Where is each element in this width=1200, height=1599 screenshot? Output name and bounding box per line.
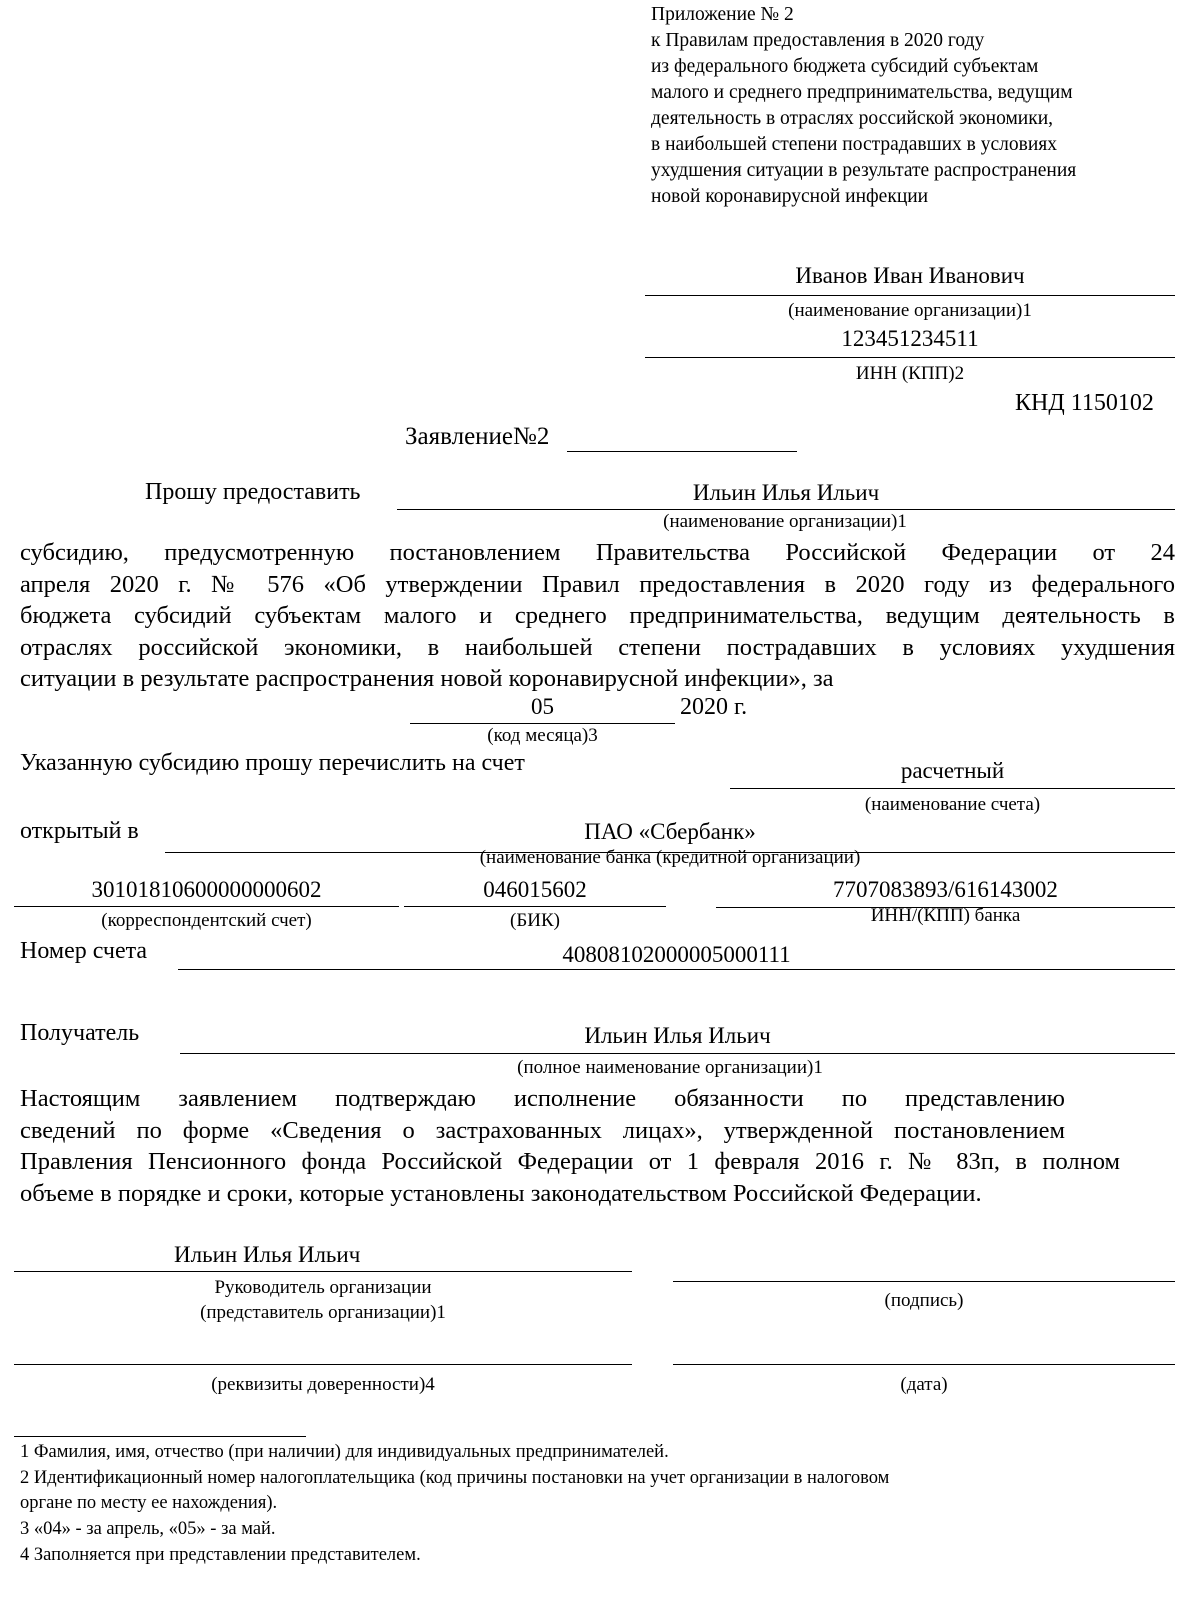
account-type-caption: (наименование счета) xyxy=(864,794,1041,815)
recipient-label: Получатель xyxy=(20,1020,140,1046)
paragraph-line: апреля 2020 г. № 576 «Об утверждении Правил предоставления в 2020 году из федерального xyxy=(20,570,1175,598)
footnote-1: 1 Фамилия, имя, отчество (при наличии) для индивидуальных предпринимателей. xyxy=(20,1442,669,1462)
corr-account-underline xyxy=(14,906,399,907)
date-line xyxy=(673,1364,1175,1365)
bank-name-caption: (наименование банка (кредитной организации) xyxy=(479,847,861,868)
recipient-name: Ильин Илья Ильич xyxy=(584,1023,771,1048)
corr-account: 30101810600000000602 xyxy=(91,877,322,902)
applicant-inn-caption: ИНН (КПП)2 xyxy=(855,363,965,384)
footnote-3: 3 «04» - за апрель, «05» - за май. xyxy=(20,1519,276,1539)
proxy-caption: (реквизиты доверенности)4 xyxy=(211,1374,435,1395)
recipient-caption: (полное наименование организации)1 xyxy=(517,1057,823,1078)
account-type: расчетный xyxy=(900,758,1005,783)
bik: 046015602 xyxy=(483,877,587,902)
signature-line xyxy=(673,1281,1175,1282)
proxy-line xyxy=(14,1364,632,1365)
paragraph-line: ситуации в результате распространения новой коронавирусной инфекции», за xyxy=(20,665,834,692)
corr-account-caption: (корреспондентский счет) xyxy=(101,910,312,931)
appendix-line: Приложение № 2 xyxy=(651,4,794,25)
document-title xyxy=(405,423,549,451)
account-label: Указанную субсидию прошу перечислить на счет xyxy=(20,750,525,776)
paragraph-line: субсидию, предусмотренную постановлением Правительства Российской Федерации от 24 xyxy=(20,539,1175,566)
appendix-line: деятельность в отраслях российской экономики, xyxy=(651,108,1054,129)
paragraph-line: бюджета субсидий субъектам малого и среднего предпринимательства, ведущим деятельность в xyxy=(20,602,1175,629)
account-number-label: Номер счета xyxy=(20,938,148,964)
appendix-line: ухудшения ситуации в результате распространения xyxy=(651,160,1077,181)
head-caption-2: (представитель организации)1 xyxy=(200,1302,446,1323)
bank-inn: 7707083893/616143002 xyxy=(833,877,1058,902)
applicant-name-caption: (наименование организации)1 xyxy=(788,300,1032,321)
account-number-underline xyxy=(178,969,1175,970)
head-name: Ильин Илья Ильич xyxy=(174,1242,361,1267)
appendix-line: малого и среднего предпринимательства, ведущим xyxy=(651,82,1073,103)
request-label: Прошу предоставить xyxy=(145,479,361,505)
date-caption: (дата) xyxy=(900,1374,948,1395)
applicant-name: Иванов Иван Иванович xyxy=(795,263,1025,288)
document-number: 2 xyxy=(536,423,550,450)
account-number: 40808102000005000111 xyxy=(562,942,791,967)
month-code: 05 xyxy=(531,694,554,719)
request-org-name: Ильин Илья Ильич xyxy=(692,480,880,505)
footnote-2: 2 Идентификационный номер налогоплательщика (код причины постановки на учет организации в налоговом xyxy=(20,1468,890,1488)
applicant-inn-underline xyxy=(645,357,1175,358)
month-code-underline xyxy=(410,723,675,724)
bank-inn-caption: ИНН/(КПП) банка xyxy=(870,905,1021,926)
confirmation-line: Правления Пенсионного фонда Российской Федерации от 1 февраля 2016 г. № 83п, в полном xyxy=(20,1148,1120,1175)
appendix-line: новой коронавирусной инфекции xyxy=(651,186,929,207)
month-code-caption: (код месяца)3 xyxy=(487,725,598,746)
request-org-caption: (наименование организации)1 xyxy=(663,511,907,532)
footnote-2-cont: органе по месту ее нахождения). xyxy=(20,1493,278,1513)
account-type-underline xyxy=(730,788,1175,789)
knd-code: КНД 1150102 xyxy=(1015,390,1154,416)
applicant-name-underline xyxy=(645,295,1175,296)
request-paragraph xyxy=(20,537,1175,695)
appendix-line: из федерального бюджета субсидий субъектам xyxy=(651,56,1039,77)
paragraph-line: отраслях российской экономики, в наибольшей степени пострадавших в условиях ухудшения xyxy=(20,633,1175,661)
bank-name: ПАО «Сбербанк» xyxy=(584,819,756,844)
confirmation-line: Настоящим заявлением подтверждаю исполнение обязанности по представлению xyxy=(20,1085,1065,1112)
head-name-underline xyxy=(14,1271,632,1272)
footnote-4: 4 Заполняется при представлении представителем. xyxy=(20,1545,421,1565)
confirmation-line: объеме в порядке и сроки, которые установлены законодательством Российской Федерации. xyxy=(20,1179,982,1207)
document-title-prefix: Заявление№ xyxy=(405,423,537,450)
recipient-name-underline xyxy=(180,1053,1175,1054)
document-number-underline xyxy=(567,451,797,452)
appendix-line: в наибольшей степени пострадавших в условиях xyxy=(651,134,1057,155)
opened-label: открытый в xyxy=(20,818,139,844)
appendix-header xyxy=(651,2,1191,210)
bik-caption: (БИК) xyxy=(510,910,560,931)
head-caption-1: Руководитель организации xyxy=(214,1277,432,1298)
signature-caption: (подпись) xyxy=(884,1290,964,1311)
confirmation-paragraph xyxy=(20,1083,1120,1209)
bik-underline xyxy=(404,906,666,907)
confirmation-line: сведений по форме «Сведения о застрахованных лицах», утвержденной постановлением xyxy=(20,1116,1065,1144)
footnote-separator xyxy=(14,1436,306,1437)
request-org-underline xyxy=(397,509,1175,510)
applicant-inn: 123451234511 xyxy=(841,326,979,351)
year: 2020 г. xyxy=(680,694,748,720)
appendix-line: к Правилам предоставления в 2020 году xyxy=(651,30,985,51)
